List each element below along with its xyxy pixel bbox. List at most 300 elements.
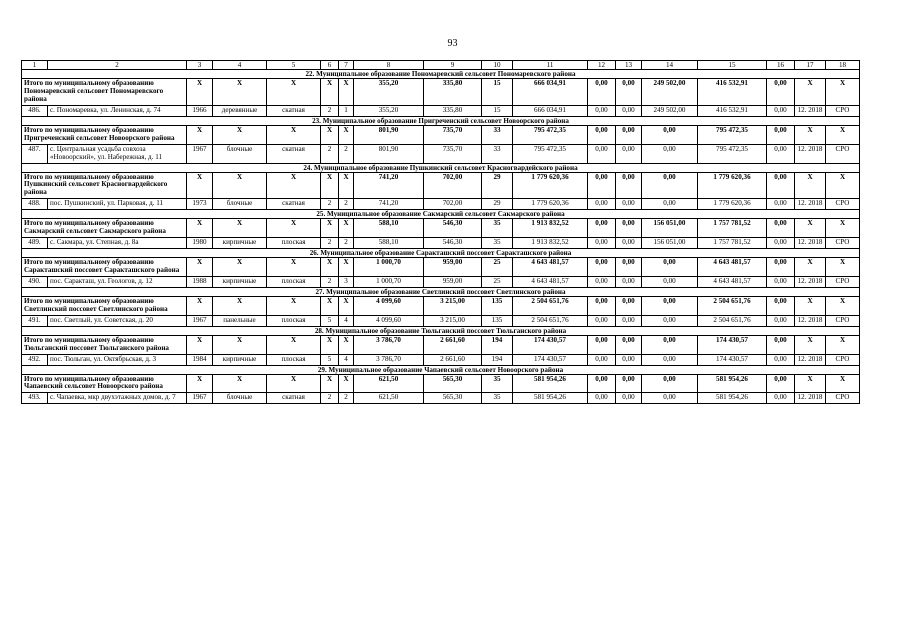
total-cell: X xyxy=(213,296,267,315)
house-cell: СРО xyxy=(826,354,860,365)
house-cell: скатная xyxy=(267,199,321,210)
total-cell: X xyxy=(187,219,213,238)
house-address: пос. Саракташ, ул. Геологов, д. 12 xyxy=(48,276,187,287)
total-cell: X xyxy=(267,125,321,144)
total-cell: 0,00 xyxy=(616,125,642,144)
total-cell: 0,00 xyxy=(616,172,642,199)
total-cell: X xyxy=(339,219,354,238)
total-cell: 0,00 xyxy=(616,374,642,393)
house-cell: 1967 xyxy=(187,393,213,404)
house-cell: 0,00 xyxy=(616,144,642,163)
house-cell: 2 504 651,76 xyxy=(698,315,767,326)
house-cell: 12. 2018 xyxy=(795,238,826,249)
column-number-cell: 7 xyxy=(339,61,354,70)
row-number: 490. xyxy=(22,276,48,287)
house-cell: скатная xyxy=(267,105,321,116)
house-cell: 0,00 xyxy=(616,354,642,365)
house-cell: 741,20 xyxy=(354,199,424,210)
total-cell: X xyxy=(795,79,826,106)
total-cell: X xyxy=(826,258,860,277)
section-heading: 23. Муниципальное образование Пригреченский сельсовет Новоорского района xyxy=(22,116,860,125)
total-cell: 0,00 xyxy=(767,219,795,238)
total-cell: 249 502,00 xyxy=(642,79,698,106)
house-cell: 156 051,00 xyxy=(642,238,698,249)
house-cell: СРО xyxy=(826,276,860,287)
house-cell: 0,00 xyxy=(767,144,795,163)
house-cell: 3 xyxy=(339,276,354,287)
column-number-cell: 15 xyxy=(698,61,767,70)
house-cell: 581 954,26 xyxy=(513,393,588,404)
column-number-cell: 17 xyxy=(795,61,826,70)
house-cell: 0,00 xyxy=(642,315,698,326)
total-cell: 0,00 xyxy=(588,258,616,277)
total-cell: X xyxy=(267,258,321,277)
house-cell: 416 532,91 xyxy=(698,105,767,116)
total-cell: 795 472,35 xyxy=(513,125,588,144)
house-cell: 1 913 832,52 xyxy=(513,238,588,249)
total-cell: X xyxy=(826,79,860,106)
house-cell: плоская xyxy=(267,276,321,287)
house-cell: 1 757 781,52 xyxy=(698,238,767,249)
house-cell: 0,00 xyxy=(642,354,698,365)
total-cell: X xyxy=(795,125,826,144)
total-cell: X xyxy=(267,335,321,354)
total-cell: X xyxy=(321,374,339,393)
total-cell: X xyxy=(826,296,860,315)
house-cell: 795 472,35 xyxy=(698,144,767,163)
house-cell: 0,00 xyxy=(616,393,642,404)
house-cell: 1967 xyxy=(187,315,213,326)
total-cell: 174 430,57 xyxy=(513,335,588,354)
house-cell: 1 000,70 xyxy=(354,276,424,287)
house-cell: СРО xyxy=(826,105,860,116)
house-cell: 35 xyxy=(482,238,513,249)
house-cell: 0,00 xyxy=(616,238,642,249)
total-cell: 0,00 xyxy=(767,79,795,106)
house-cell: 0,00 xyxy=(588,393,616,404)
section-heading-row xyxy=(22,163,860,172)
house-cell: 0,00 xyxy=(642,393,698,404)
house-cell: 2 xyxy=(321,393,339,404)
house-cell: 335,80 xyxy=(424,105,482,116)
house-cell: СРО xyxy=(826,199,860,210)
total-cell: 0,00 xyxy=(642,296,698,315)
house-row xyxy=(22,276,860,287)
total-cell: 35 xyxy=(482,374,513,393)
total-cell: X xyxy=(321,219,339,238)
total-cell: 1 779 620,36 xyxy=(698,172,767,199)
house-cell: 33 xyxy=(482,144,513,163)
total-cell: 174 430,57 xyxy=(698,335,767,354)
column-number-cell: 16 xyxy=(767,61,795,70)
total-cell: 1 000,70 xyxy=(354,258,424,277)
total-cell: X xyxy=(339,125,354,144)
house-cell: 194 xyxy=(482,354,513,365)
section-heading-row xyxy=(22,287,860,296)
house-row xyxy=(22,393,860,404)
house-cell: 0,00 xyxy=(767,393,795,404)
total-cell: 741,20 xyxy=(354,172,424,199)
total-cell: 0,00 xyxy=(616,79,642,106)
total-cell: 0,00 xyxy=(588,296,616,315)
house-cell: деревянные xyxy=(213,105,267,116)
house-cell: 1 779 620,36 xyxy=(513,199,588,210)
section-heading-row xyxy=(22,365,860,374)
total-cell: X xyxy=(321,258,339,277)
row-number: 493. xyxy=(22,393,48,404)
total-cell: X xyxy=(339,296,354,315)
house-cell: СРО xyxy=(826,315,860,326)
total-cell: X xyxy=(267,296,321,315)
section-heading: 26. Муниципальное образование Саракташский поссовет Саракташского района xyxy=(22,249,860,258)
row-number: 491. xyxy=(22,315,48,326)
house-cell: 35 xyxy=(482,393,513,404)
row-number: 489. xyxy=(22,238,48,249)
total-cell: 35 xyxy=(482,219,513,238)
total-cell: X xyxy=(321,125,339,144)
house-cell: 0,00 xyxy=(616,105,642,116)
section-heading: 22. Муниципальное образование Пономаревский сельсовет Пономаревского района xyxy=(22,70,860,79)
total-cell: X xyxy=(213,219,267,238)
house-cell: 2 xyxy=(339,199,354,210)
total-cell: X xyxy=(213,335,267,354)
house-cell: 2 xyxy=(321,238,339,249)
total-cell: 0,00 xyxy=(767,296,795,315)
column-number-cell: 12 xyxy=(588,61,616,70)
total-cell: X xyxy=(795,258,826,277)
house-cell: 2 661,60 xyxy=(424,354,482,365)
house-cell: кирпичные xyxy=(213,276,267,287)
total-cell: 0,00 xyxy=(767,374,795,393)
total-cell: 801,90 xyxy=(354,125,424,144)
column-number-cell: 11 xyxy=(513,61,588,70)
house-cell: 666 034,91 xyxy=(513,105,588,116)
total-cell: 0,00 xyxy=(588,335,616,354)
total-cell: 29 xyxy=(482,172,513,199)
section-heading: 27. Муниципальное образование Светлинский поссовет Светлинского района xyxy=(22,287,860,296)
section-total-row xyxy=(22,172,860,199)
total-cell: 0,00 xyxy=(642,335,698,354)
section-total-row xyxy=(22,335,860,354)
house-cell: 4 099,60 xyxy=(354,315,424,326)
column-number-cell: 9 xyxy=(424,61,482,70)
section-heading-row xyxy=(22,70,860,79)
house-address: с. Чапаевка, мкр двухэтажных домов, д. 7 xyxy=(48,393,187,404)
column-number-cell: 4 xyxy=(213,61,267,70)
total-cell: 0,00 xyxy=(767,258,795,277)
total-cell: X xyxy=(187,335,213,354)
house-cell: скатная xyxy=(267,393,321,404)
house-row xyxy=(22,354,860,365)
column-number-cell: 10 xyxy=(482,61,513,70)
total-cell: 3 786,70 xyxy=(354,335,424,354)
house-cell: 0,00 xyxy=(642,199,698,210)
house-cell: 3 786,70 xyxy=(354,354,424,365)
total-cell: 135 xyxy=(482,296,513,315)
section-heading: 25. Муниципальное образование Сакмарский сельсовет Сакмарского района xyxy=(22,210,860,219)
house-cell: 25 xyxy=(482,276,513,287)
total-cell: 0,00 xyxy=(767,125,795,144)
total-cell: X xyxy=(339,374,354,393)
total-cell: 25 xyxy=(482,258,513,277)
total-cell: 795 472,35 xyxy=(698,125,767,144)
column-number-cell: 1 xyxy=(22,61,48,70)
house-cell: 1988 xyxy=(187,276,213,287)
house-address: пос. Тюльган, ул. Октябрьская, д. 3 xyxy=(48,354,187,365)
total-cell: 0,00 xyxy=(767,172,795,199)
total-cell: 0,00 xyxy=(616,296,642,315)
column-number-cell: 18 xyxy=(826,61,860,70)
house-cell: 174 430,57 xyxy=(513,354,588,365)
house-address: с. Пономаревка, ул. Ленинская, д. 74 xyxy=(48,105,187,116)
house-cell: 2 xyxy=(339,144,354,163)
total-cell: X xyxy=(267,219,321,238)
total-cell: 588,10 xyxy=(354,219,424,238)
house-cell: скатная xyxy=(267,144,321,163)
house-cell: блочные xyxy=(213,393,267,404)
page-number: 93 xyxy=(447,38,458,49)
house-cell: 249 502,00 xyxy=(642,105,698,116)
house-cell: 1973 xyxy=(187,199,213,210)
column-number-cell: 13 xyxy=(616,61,642,70)
total-cell: X xyxy=(213,125,267,144)
house-cell: 0,00 xyxy=(616,199,642,210)
total-cell: 3 215,00 xyxy=(424,296,482,315)
total-cell: 735,70 xyxy=(424,125,482,144)
total-cell: 0,00 xyxy=(588,79,616,106)
house-cell: 2 xyxy=(339,393,354,404)
row-number: 486. xyxy=(22,105,48,116)
house-cell: СРО xyxy=(826,144,860,163)
house-cell: 12. 2018 xyxy=(795,276,826,287)
house-cell: 2 xyxy=(321,105,339,116)
house-cell: 1980 xyxy=(187,238,213,249)
total-label: Итого по муниципальному образованию Пушкинский сельсовет Красногвардейского района xyxy=(22,172,187,199)
house-cell: 4 xyxy=(339,315,354,326)
total-cell: X xyxy=(339,335,354,354)
total-cell: 0,00 xyxy=(642,374,698,393)
total-cell: 0,00 xyxy=(588,125,616,144)
total-cell: X xyxy=(826,335,860,354)
section-heading-row xyxy=(22,210,860,219)
total-label: Итого по муниципальному образованию Пригреченский сельсовет Новоорского района xyxy=(22,125,187,144)
total-cell: X xyxy=(339,258,354,277)
total-cell: X xyxy=(321,79,339,106)
total-cell: 581 954,26 xyxy=(513,374,588,393)
total-cell: 0,00 xyxy=(616,258,642,277)
house-cell: кирпичные xyxy=(213,238,267,249)
total-cell: 416 532,91 xyxy=(698,79,767,106)
house-cell: 355,20 xyxy=(354,105,424,116)
total-cell: X xyxy=(187,172,213,199)
total-cell: 2 504 651,76 xyxy=(513,296,588,315)
house-cell: кирпичные xyxy=(213,354,267,365)
total-label: Итого по муниципальному образованию Пономаревский сельсовет Пономаревского района xyxy=(22,79,187,106)
total-cell: X xyxy=(795,296,826,315)
total-cell: 702,00 xyxy=(424,172,482,199)
house-cell: 4 xyxy=(339,354,354,365)
total-cell: X xyxy=(213,374,267,393)
house-address: пос. Светлый, ул. Советская, д. 20 xyxy=(48,315,187,326)
house-address: пос. Пушкинский, ул. Парковая, д. 11 xyxy=(48,199,187,210)
section-total-row xyxy=(22,296,860,315)
house-cell: 0,00 xyxy=(767,238,795,249)
section-heading-row xyxy=(22,249,860,258)
column-number-cell: 6 xyxy=(321,61,339,70)
house-cell: 0,00 xyxy=(588,199,616,210)
house-cell: 0,00 xyxy=(616,276,642,287)
section-heading: 24. Муниципальное образование Пушкинский сельсовет Красногвардейского района xyxy=(22,163,860,172)
house-cell: блочные xyxy=(213,199,267,210)
section-heading: 29. Муниципальное образование Чапаевский сельсовет Новоорского района xyxy=(22,365,860,374)
total-cell: X xyxy=(795,172,826,199)
total-cell: X xyxy=(267,172,321,199)
total-cell: 565,30 xyxy=(424,374,482,393)
total-cell: X xyxy=(213,258,267,277)
total-cell: X xyxy=(187,125,213,144)
house-cell: СРО xyxy=(826,238,860,249)
house-row xyxy=(22,199,860,210)
house-cell: 2 xyxy=(321,144,339,163)
house-cell: 0,00 xyxy=(642,144,698,163)
total-label: Итого по муниципальному образованию Светлинский поссовет Светлинского района xyxy=(22,296,187,315)
total-cell: 194 xyxy=(482,335,513,354)
house-cell: 1984 xyxy=(187,354,213,365)
total-cell: 0,00 xyxy=(642,172,698,199)
total-cell: X xyxy=(795,219,826,238)
total-cell: 0,00 xyxy=(588,219,616,238)
house-cell: 581 954,26 xyxy=(698,393,767,404)
house-cell: 4 643 481,57 xyxy=(513,276,588,287)
house-cell: 0,00 xyxy=(588,354,616,365)
house-cell: 12. 2018 xyxy=(795,199,826,210)
total-label: Итого по муниципальному образованию Тюльганский поссовет Тюльганского района xyxy=(22,335,187,354)
total-cell: 4 643 481,57 xyxy=(513,258,588,277)
house-cell: блочные xyxy=(213,144,267,163)
column-number-cell: 8 xyxy=(354,61,424,70)
total-cell: X xyxy=(826,219,860,238)
house-row xyxy=(22,315,860,326)
house-cell: 0,00 xyxy=(588,276,616,287)
house-cell: 1967 xyxy=(187,144,213,163)
house-address: с. Центральная усадьба совхоза «Новоорский», ул. Набережная, д. 11 xyxy=(48,144,187,163)
total-cell: X xyxy=(826,125,860,144)
house-cell: 959,00 xyxy=(424,276,482,287)
total-label: Итого по муниципальному образованию Саракташский поссовет Саракташского района xyxy=(22,258,187,277)
house-cell: 795 472,35 xyxy=(513,144,588,163)
section-heading: 28. Муниципальное образование Тюльганский поссовет Тюльганского района xyxy=(22,326,860,335)
total-cell: 0,00 xyxy=(616,335,642,354)
section-total-row xyxy=(22,258,860,277)
column-number-cell: 3 xyxy=(187,61,213,70)
house-cell: 702,00 xyxy=(424,199,482,210)
total-cell: 335,80 xyxy=(424,79,482,106)
total-cell: 0,00 xyxy=(616,219,642,238)
house-cell: 0,00 xyxy=(767,276,795,287)
total-cell: 621,50 xyxy=(354,374,424,393)
house-cell: 0,00 xyxy=(588,144,616,163)
house-cell: 3 215,00 xyxy=(424,315,482,326)
total-label: Итого по муниципальному образованию Сакмарский сельсовет Сакмарского района xyxy=(22,219,187,238)
house-row xyxy=(22,238,860,249)
column-number-row xyxy=(22,61,860,70)
house-cell: СРО xyxy=(826,393,860,404)
house-cell: 12. 2018 xyxy=(795,315,826,326)
total-cell: 0,00 xyxy=(642,125,698,144)
house-address: с. Сакмара, ул. Степная, д. 8а xyxy=(48,238,187,249)
total-cell: X xyxy=(187,258,213,277)
total-cell: X xyxy=(267,374,321,393)
column-number-cell: 5 xyxy=(267,61,321,70)
house-cell: 621,50 xyxy=(354,393,424,404)
total-cell: 1 913 832,52 xyxy=(513,219,588,238)
total-cell: 156 051,00 xyxy=(642,219,698,238)
total-cell: X xyxy=(795,335,826,354)
total-cell: X xyxy=(321,335,339,354)
house-cell: 2 504 651,76 xyxy=(513,315,588,326)
total-cell: X xyxy=(187,374,213,393)
section-total-row xyxy=(22,79,860,106)
house-cell: 12. 2018 xyxy=(795,393,826,404)
house-cell: 0,00 xyxy=(767,315,795,326)
section-total-row xyxy=(22,219,860,238)
house-cell: 801,90 xyxy=(354,144,424,163)
house-cell: 0,00 xyxy=(588,105,616,116)
house-cell: плоская xyxy=(267,354,321,365)
house-cell: 135 xyxy=(482,315,513,326)
house-cell: 15 xyxy=(482,105,513,116)
total-cell: 666 034,91 xyxy=(513,79,588,106)
total-cell: 0,00 xyxy=(767,335,795,354)
house-cell: 4 643 481,57 xyxy=(698,276,767,287)
house-cell: 5 xyxy=(321,315,339,326)
house-cell: 735,70 xyxy=(424,144,482,163)
total-cell: 0,00 xyxy=(642,258,698,277)
house-cell: 1966 xyxy=(187,105,213,116)
house-cell: 12. 2018 xyxy=(795,105,826,116)
total-cell: X xyxy=(187,296,213,315)
total-cell: 4 643 481,57 xyxy=(698,258,767,277)
section-heading-row xyxy=(22,116,860,125)
house-cell: 12. 2018 xyxy=(795,354,826,365)
section-total-row xyxy=(22,374,860,393)
house-row xyxy=(22,144,860,163)
house-cell: плоская xyxy=(267,315,321,326)
column-number-cell: 2 xyxy=(48,61,187,70)
house-cell: 546,30 xyxy=(424,238,482,249)
house-cell: плоская xyxy=(267,238,321,249)
house-cell: 174 430,57 xyxy=(698,354,767,365)
total-cell: X xyxy=(321,296,339,315)
total-cell: 581 954,26 xyxy=(698,374,767,393)
total-label: Итого по муниципальному образованию Чапаевский сельсовет Новоорского района xyxy=(22,374,187,393)
house-cell: 0,00 xyxy=(588,315,616,326)
total-cell: 2 504 651,76 xyxy=(698,296,767,315)
house-cell: 0,00 xyxy=(767,105,795,116)
column-number-cell: 14 xyxy=(642,61,698,70)
house-cell: 1 779 620,36 xyxy=(698,199,767,210)
total-cell: 0,00 xyxy=(588,374,616,393)
housing-repair-table xyxy=(21,60,860,404)
total-cell: 0,00 xyxy=(588,172,616,199)
total-cell: X xyxy=(267,79,321,106)
house-cell: 5 xyxy=(321,354,339,365)
house-cell: 12. 2018 xyxy=(795,144,826,163)
row-number: 487. xyxy=(22,144,48,163)
total-cell: X xyxy=(826,172,860,199)
total-cell: 1 757 781,52 xyxy=(698,219,767,238)
house-cell: панельные xyxy=(213,315,267,326)
